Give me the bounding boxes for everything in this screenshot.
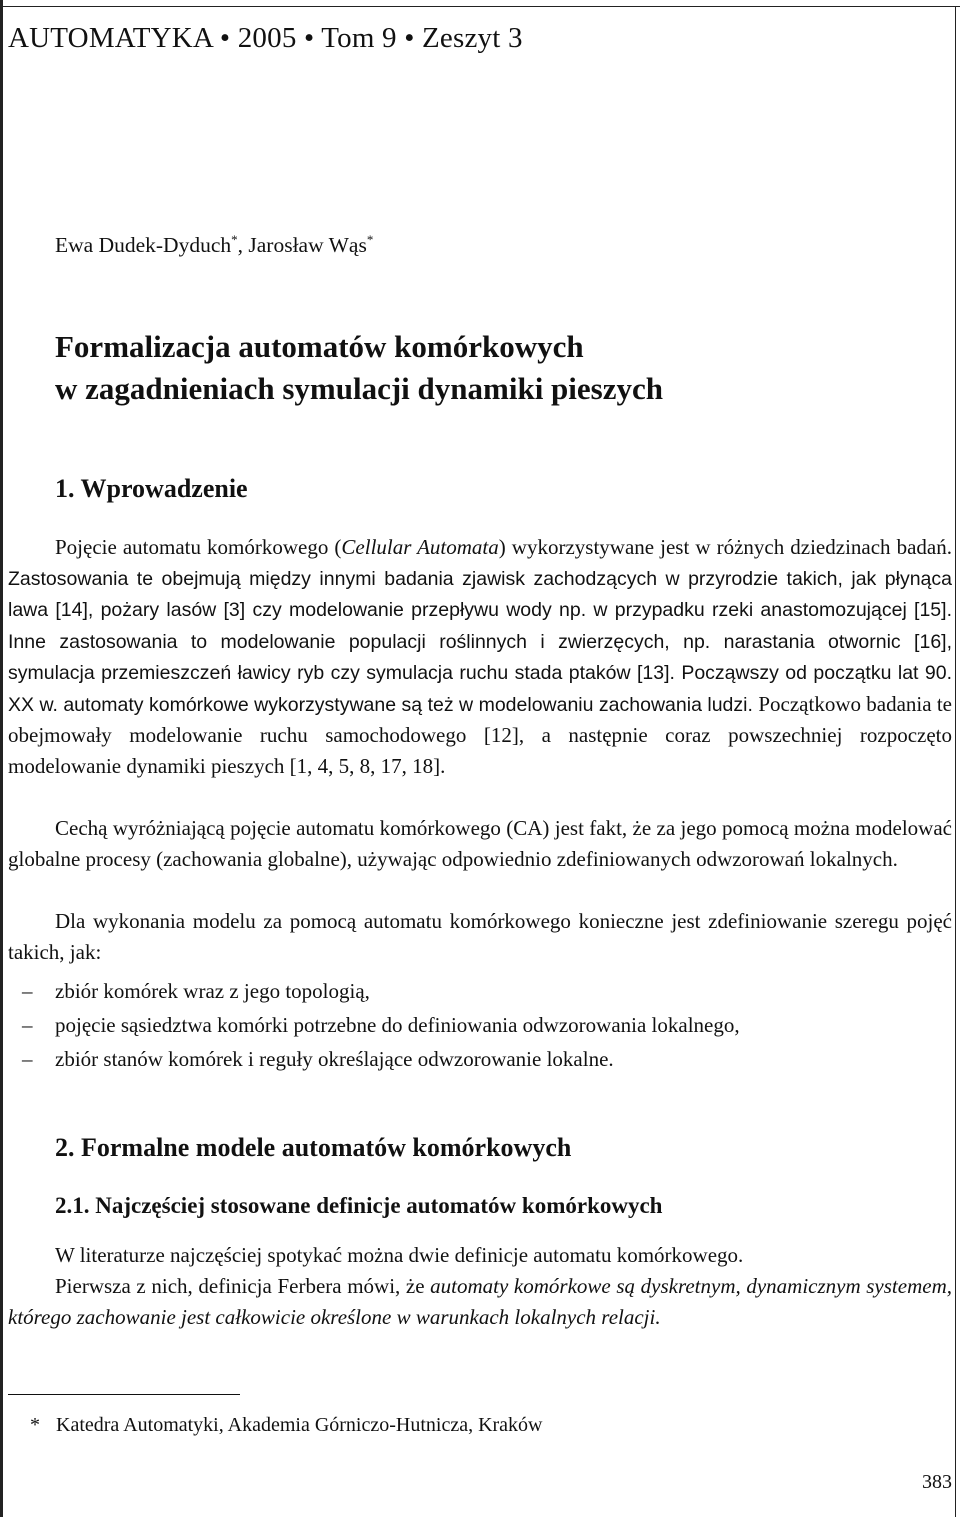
author-line <box>55 233 373 258</box>
list-item: – pojęcie sąsiedztwa komórki potrzebne do definiowania odwzorowania lokalnego, <box>8 1010 952 1044</box>
footnote-rule <box>8 1394 240 1395</box>
paper-title <box>55 326 663 410</box>
text-run: Pojęcie automatu komórkowego ( <box>55 535 342 559</box>
author-name: Jarosław Wąs <box>248 233 367 257</box>
running-head: AUTOMATYKA • 2005 • Tom 9 • Zeszyt 3 <box>8 22 523 54</box>
paragraph: Cechą wyróżniającą pojęcie automatu komórkowego (CA) jest fakt, że za jego pomocą można modelować globalne procesy (zachowania globalne), używając odpowiednio zdefiniowanych odwzorowań lokalnych. <box>8 816 952 871</box>
list-item: – zbiór stanów komórek i reguły określające odwzorowanie lokalne. <box>8 1044 952 1078</box>
title-line: w zagadnieniach symulacji dynamiki pieszych <box>55 371 663 406</box>
paragraph <box>8 1271 952 1332</box>
section-heading: 2. Formalne modele automatów komórkowych <box>55 1133 572 1162</box>
page-frame-right <box>955 6 956 1517</box>
affiliation-mark: * <box>231 231 238 247</box>
page-number: 383 <box>922 1471 952 1493</box>
list-item: – zbiór komórek wraz z jego topologią, <box>8 976 952 1010</box>
title-line: Formalizacja automatów komórkowych <box>55 329 584 364</box>
author-separator: , <box>237 233 249 257</box>
page-frame-top <box>0 6 960 7</box>
footnote-text: Katedra Automatyki, Akademia Górniczo-Hutnicza, Kraków <box>56 1414 543 1436</box>
text-run: Zastosowania te obejmują między innymi badania zjawisk zachodzących w przyrodzie takich, jak płynąca lawa [14], pożary lasów [3] czy modelowanie przepływu wody np. w przypadku rzeki anastomozującej [15]. Inne zastosowania to modelowanie populacji roślinnych i zwierzęcych, np. narastania otwornic [16], symulacja przemieszczeń ławicy ryb czy symulacja ruchu stada ptaków [13]. Począwszy od początku lat 90. XX w. automaty komórkowe wykorzystywane są też w modelowaniu zachowania ludzi. <box>8 567 952 716</box>
author-name: Ewa Dudek-Dyduch <box>55 233 232 257</box>
section-heading: 1. Wprowadzenie <box>55 474 248 503</box>
paragraph: W literaturze najczęściej spotykać można dwie definicje automatu komórkowego. <box>55 1243 744 1267</box>
paragraph <box>8 532 952 781</box>
dash-list <box>8 976 952 1078</box>
text-run: Pierwsza z nich, definicja Ferbera mówi, że <box>55 1274 431 1298</box>
italic-term: Cellular Automata <box>341 535 499 559</box>
footnote-mark: * <box>30 1414 40 1436</box>
subsection-heading: 2.1. Najczęściej stosowane definicje automatów komórkowych <box>55 1193 663 1218</box>
italic-definition: automaty komórkowe są dyskretnym, dynamicznym systemem, którego zachowanie jest całkowicie określone w warunkach lokalnych relacji. <box>8 1274 952 1329</box>
text-run: Początkowo badania te obejmowały modelowanie ruchu samochodowego [12], a następnie coraz powszechniej rozpoczęto modelowanie dynamiki pieszych [1, 4, 5, 8, 17, 18]. <box>8 691 952 778</box>
affiliation-mark: * <box>366 231 374 247</box>
text-run: ) wykorzystywane jest w różnych dziedzinach badań. <box>498 535 952 559</box>
paragraph: Dla wykonania modelu za pomocą automatu komórkowego konieczne jest zdefiniowanie szeregu pojęć takich, jak: <box>8 909 952 964</box>
page-frame-left <box>0 0 3 1517</box>
footnote <box>30 1414 543 1437</box>
